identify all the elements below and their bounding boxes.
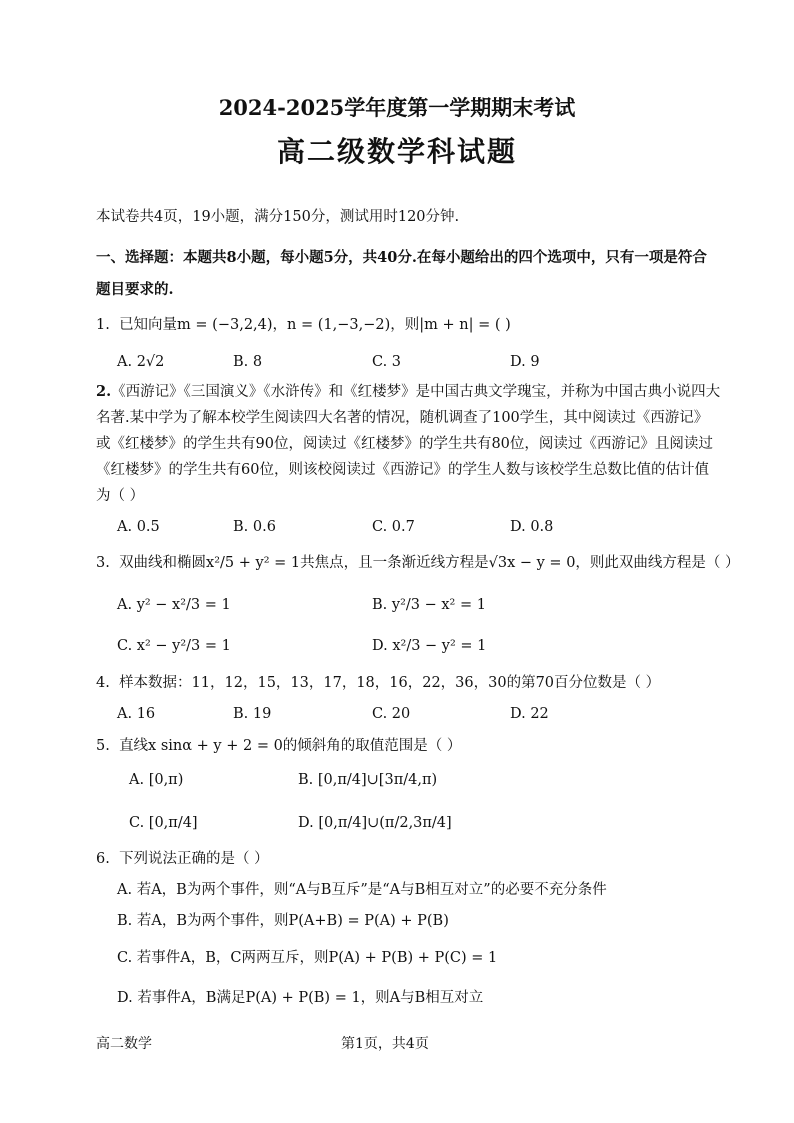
q3-option-a: A. y² − x²/3 = 1 bbox=[117, 597, 231, 613]
footer-page-number: 第1页，共4页 bbox=[341, 1036, 429, 1052]
q4-option-b: B. 19 bbox=[233, 706, 272, 722]
q5-option-a: A. [0,π) bbox=[129, 772, 184, 788]
q1-text: 已知向量m = (−3,2,4)，n = (1,−3,−2)，则|m + n| = ( ) bbox=[119, 317, 511, 333]
intro-text: 本试卷共4页，19小题，满分150分，测试用时120分钟. bbox=[96, 209, 460, 225]
q5-stem bbox=[96, 736, 461, 756]
q4-option-a: A. 16 bbox=[117, 706, 156, 722]
q2-line-2: 名著.某中学为了解本校学生阅读四大名著的情况，随机调查了100学生，其中阅读过《西游记》 bbox=[96, 410, 709, 426]
q2-line-1: 2.《西游记》《三国演义》《水浒传》和《红楼梦》是中国古典文学瑰宝，并称为中国古典小说四大 bbox=[96, 383, 721, 400]
q4-option-c: C. 20 bbox=[372, 706, 411, 722]
section1-heading-line2: 题目要求的. bbox=[96, 281, 174, 298]
q1-option-b: B. 8 bbox=[233, 354, 263, 370]
q2-line-4: 《红楼梦》的学生共有60位，则该校阅读过《西游记》的学生人数与该校学生总数比值的估计值 bbox=[96, 462, 709, 478]
q2-option-d: D. 0.8 bbox=[510, 519, 554, 535]
q6-stem bbox=[96, 849, 269, 869]
q5-text: 直线x sinα + y + 2 = 0的倾斜角的取值范围是（ ） bbox=[119, 738, 462, 754]
q1-number: 1. bbox=[96, 317, 110, 333]
q2-option-b: B. 0.6 bbox=[233, 519, 276, 535]
q4-text: 样本数据：11，12，15，13，17，18，16，22，36，30的第70百分位数是（ ） bbox=[119, 675, 661, 691]
q2-line-3: 或《红楼梦》的学生共有90位，阅读过《红楼梦》的学生共有80位，阅读过《西游记》且阅读过 bbox=[96, 436, 713, 452]
q3-number: 3. bbox=[96, 555, 110, 571]
q3-option-d: D. x²/3 − y² = 1 bbox=[372, 638, 487, 654]
q3-option-c: C. x² − y²/3 = 1 bbox=[117, 638, 231, 654]
q2-line-5: 为（ ） bbox=[96, 488, 145, 504]
q1-stem bbox=[96, 315, 511, 335]
q1-option-a: A. 2√2 bbox=[117, 354, 165, 370]
q4-stem bbox=[96, 673, 660, 693]
q4-number: 4. bbox=[96, 675, 110, 691]
q6-option-b: B. 若A，B为两个事件，则P(A+B) = P(A) + P(B) bbox=[117, 913, 449, 929]
q1-option-c: C. 3 bbox=[372, 354, 402, 370]
q6-number: 6. bbox=[96, 851, 110, 867]
q5-option-b: B. [0,π/4]∪[3π/4,π) bbox=[298, 772, 438, 788]
q6-text: 下列说法正确的是（ ） bbox=[119, 851, 269, 867]
q5-option-c: C. [0,π/4] bbox=[129, 815, 198, 831]
q2-number: 2. bbox=[96, 383, 112, 400]
exam-subtitle: 高二级数学科试题 bbox=[276, 135, 517, 168]
q3-text: 双曲线和椭圆x²/5 + y² = 1共焦点，且一条渐近线方程是√3x − y = 0，则此双曲线方程是（ ） bbox=[119, 555, 740, 571]
section1-heading-line1: 一、选择题：本题共8小题，每小题5分，共40分.在每小题给出的四个选项中，只有一项是符合 bbox=[96, 249, 707, 266]
q3-option-b: B. y²/3 − x² = 1 bbox=[372, 597, 486, 613]
q6-option-c: C. 若事件A，B，C两两互斥，则P(A) + P(B) + P(C) = 1 bbox=[117, 950, 498, 966]
q6-option-a: A. 若A，B为两个事件，则“A与B互斥”是“A与B相互对立”的必要不充分条件 bbox=[117, 882, 607, 898]
q4-option-d: D. 22 bbox=[510, 706, 549, 722]
exam-title: 2024-2025学年度第一学期期末考试 bbox=[218, 95, 576, 120]
q6-option-d: D. 若事件A，B满足P(A) + P(B) = 1，则A与B相互对立 bbox=[117, 990, 484, 1006]
q2-option-c: C. 0.7 bbox=[372, 519, 415, 535]
footer-subject: 高二数学 bbox=[96, 1036, 152, 1052]
q5-option-d: D. [0,π/4]∪(π/2,3π/4] bbox=[298, 815, 452, 831]
q1-option-d: D. 9 bbox=[510, 354, 540, 370]
q2-option-a: A. 0.5 bbox=[117, 519, 160, 535]
q3-stem bbox=[96, 553, 740, 573]
q5-number: 5. bbox=[96, 738, 110, 754]
